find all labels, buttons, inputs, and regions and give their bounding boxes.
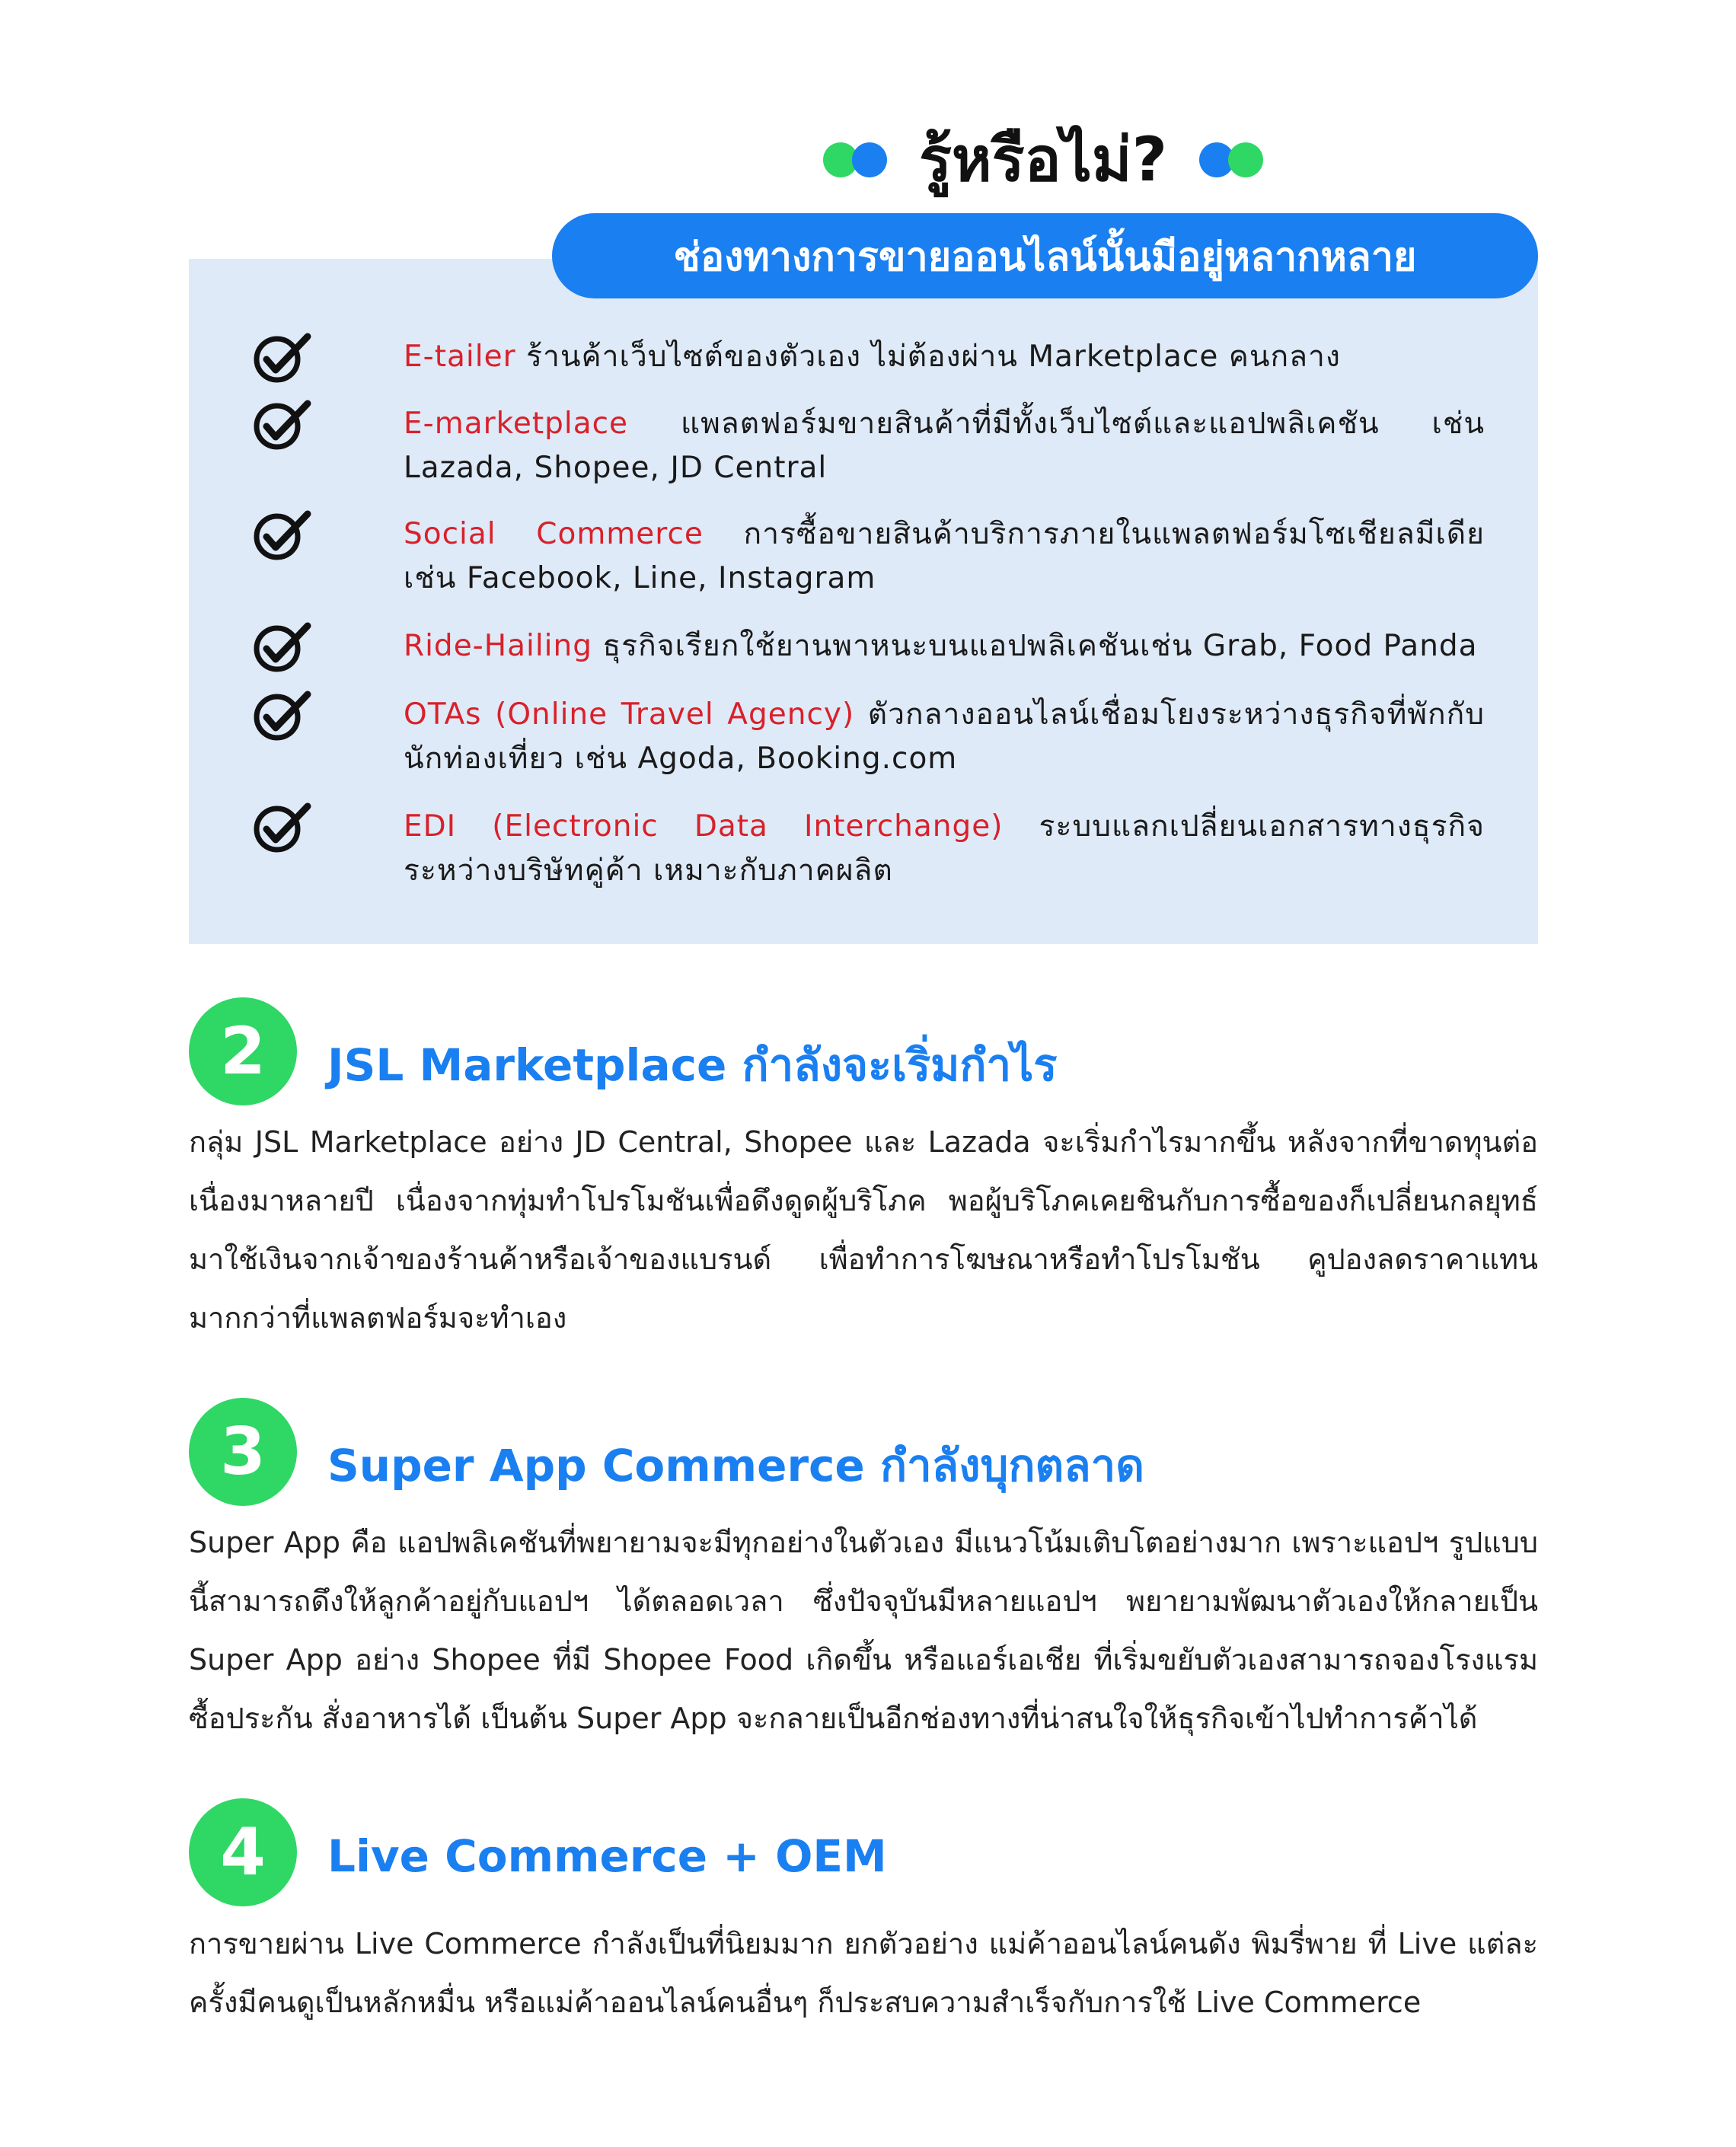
check-circle-icon	[251, 330, 315, 385]
dots-decoration-right	[1199, 142, 1263, 177]
list-item-text	[404, 512, 1485, 601]
check-circle-icon	[251, 620, 315, 675]
list-item	[251, 693, 1485, 781]
channel-desc: ระบบแลกเปลี่ยนเอกสารทางธุรกิจระหว่างบริษัทคู่ค้า เหมาะกับภาคผลิต	[404, 809, 1485, 888]
subtitle-text: ช่องทางการขายออนไลน์นั้นมีอยู่หลากหลาย	[673, 234, 1417, 280]
list-item-text	[404, 402, 1485, 490]
channel-desc: ตัวกลางออนไลน์เชื่อมโยงระหว่างธุรกิจที่พักกับนักท่องเที่ยว เช่น Agoda, Booking.com	[404, 697, 1485, 776]
channel-term: E-marketplace	[404, 407, 629, 441]
section-number-badge: 3	[189, 1398, 297, 1506]
channel-term: Ride-Hailing	[404, 629, 592, 663]
section-number-badge: 2	[189, 997, 297, 1105]
check-circle-icon	[251, 508, 315, 563]
green-dot-icon	[1228, 142, 1263, 177]
channel-term: EDI (Electronic Data Interchange)	[404, 809, 1004, 844]
section-heading: Live Commerce + OEM	[327, 1830, 887, 1882]
list-item	[251, 805, 1485, 893]
list-item-text	[404, 335, 1485, 379]
check-circle-icon	[251, 688, 315, 743]
check-circle-icon	[251, 397, 315, 452]
section-body: การขายผ่าน Live Commerce กำลังเป็นที่นิยมมาก ยกตัวอย่าง แม่ค้าออนไลน์คนดัง พิมรี่พาย ที่ Live แต่ละครั้งมีคนดูเป็นหลักหมื่น หรือแม่ค้าออนไลน์คนอื่นๆ ก็ประสบความสำเร็จกับการใช้ Live Commerce	[189, 1927, 1538, 2019]
list-item	[251, 624, 1485, 675]
channel-desc: การซื้อขายสินค้าบริการภายในแพลตฟอร์มโซเชียลมีเดีย เช่น Facebook, Line, Instagram	[404, 517, 1485, 595]
channel-term: Social Commerce	[404, 517, 704, 551]
section-body: Super App คือ แอปพลิเคชันที่พยายามจะมีทุกอย่างในตัวเอง มีแนวโน้มเติบโตอย่างมาก เพราะแอปฯ รูปแบบนี้สามารถดึงให้ลูกค้าอยู่กับแอปฯ ได้ตลอดเวลา ซึ่งปัจจุบันมีหลายแอปฯ พยายามพัฒนาตัวเองให้กลายเป็น Super App อย่าง Shopee ที่มี Shopee Food เกิดขึ้น หรือแอร์เอเชีย ที่เริ่มขยับตัวเองสามารถจองโรงแรม ซื้อประกัน สั่งอาหารได้ เป็นต้น Super App จะกลายเป็นอีกช่องทางที่น่าสนใจให้ธุรกิจเข้าไปทำการค้าได้	[189, 1526, 1538, 1735]
channel-desc: ร้านค้าเว็บไซต์ของตัวเอง ไม่ต้องผ่าน Marketplace คนกลาง	[515, 340, 1341, 374]
channel-term: E-tailer	[404, 340, 516, 374]
did-you-know-title	[807, 114, 1279, 206]
list-item-text	[404, 805, 1485, 893]
channel-term: OTAs (Online Travel Agency)	[404, 697, 855, 732]
section-heading: Super App Commerce กำลังบุกตลาด	[327, 1440, 1144, 1491]
list-item	[251, 512, 1485, 601]
channel-desc: แพลตฟอร์มขายสินค้าที่มีทั้งเว็บไซต์และแอปพลิเคชัน เช่น Lazada, Shopee, JD Central	[404, 407, 1485, 485]
did-you-know-heading: รู้หรือไม่?	[918, 124, 1168, 195]
check-circle-icon	[251, 800, 315, 855]
subtitle-pill	[552, 213, 1538, 298]
channel-desc: ธุรกิจเรียกใช้ยานพาหนะบนแอปพลิเคชันเช่น Grab, Food Panda	[592, 629, 1478, 663]
list-item	[251, 402, 1485, 490]
section-number-badge: 4	[189, 1798, 297, 1906]
dots-decoration-left	[823, 142, 887, 177]
blue-dot-icon	[852, 142, 887, 177]
list-item-text	[404, 624, 1485, 668]
list-item-text	[404, 693, 1485, 781]
section-heading: JSL Marketplace กำลังจะเริ่มกำไร	[327, 1039, 1058, 1091]
section-body: กลุ่ม JSL Marketplace อย่าง JD Central, Shopee และ Lazada จะเริ่มกำไรมากขึ้น หลังจากที่ขาดทุนต่อเนื่องมาหลายปี เนื่องจากทุ่มทำโปรโมชันเพื่อดึงดูดผู้บริโภค พอผู้บริโภคเคยชินกับการซื้อของก็เปลี่ยนกลยุทธ์มาใช้เงินจากเจ้าของร้านค้าหรือเจ้าของแบรนด์ เพื่อทำการโฆษณาหรือทำโปรโมชัน คูปองลดราคาแทน มากกว่าที่แพลตฟอร์มจะทำเอง	[189, 1125, 1538, 1335]
list-item	[251, 335, 1485, 385]
